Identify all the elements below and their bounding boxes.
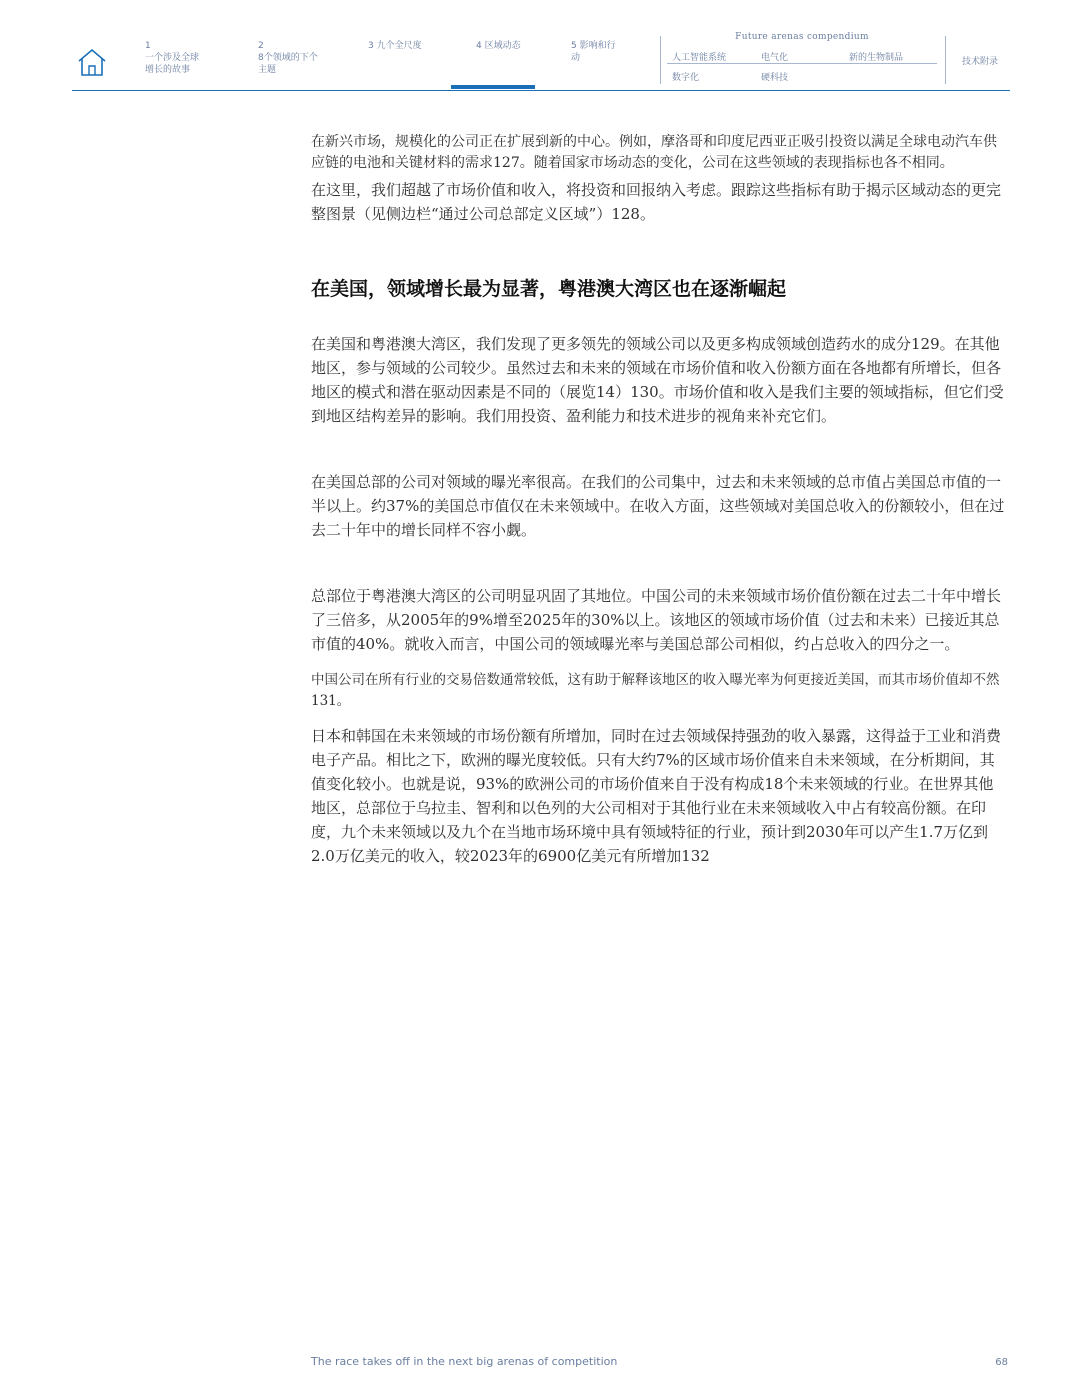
paragraph: 中国公司在所有行业的交易倍数通常较低，这有助于解释该地区的收入曝光率为何更接近美国，而其市场价值却不然131。	[311, 672, 1000, 709]
top-navigation	[72, 30, 1010, 91]
compendium-menu	[667, 32, 937, 82]
paragraph: 日本和韩国在未来领域的市场份额有所增加，同时在过去领域保持强劲的收入暴露，这得益于工业和消费电子产品。相比之下，欧洲的曝光度较低。只有大约7%的区域市场价值来自未来领域，在分析期间，其值变化较小。也就是说，93%的欧洲公司的市场价值来自于没有构成18个未来领域的行业。在世界其他地区，总部位于乌拉圭、智利和以色列的大公司相对于其他行业在未来领域收入中占有较高份额。在印度，九个未来领域以及九个在当地市场环境中具有领域特征的行业，预计到2030年可以产生1.7万亿到2.0万亿美元的收入，较2023年的6900亿美元有所增加132	[311, 727, 1002, 865]
nav-item-1[interactable]: 1 一个涉及全球增长的故事	[145, 41, 200, 75]
nav-item-appendix[interactable]: 技术附录	[962, 57, 999, 67]
footer-title: The race takes off in the next big arenas of competition	[311, 1355, 618, 1368]
paragraph: 在新兴市场，规模化的公司正在扩展到新的中心。例如，摩洛哥和印度尼西亚正吸引投资以满足全球电动汽车供应链的电池和关键材料的需求127。随着国家市场动态的变化，公司在这些领域的表现指标也各不相同。	[311, 134, 997, 171]
nav-item-3[interactable]: 3 九个全尺度	[368, 41, 422, 51]
compendium-item-digital[interactable]: 数字化	[672, 73, 700, 83]
page-number: 68	[995, 1357, 1008, 1368]
active-tab-indicator	[451, 85, 535, 89]
compendium-item-electrification[interactable]: 电气化	[761, 53, 789, 63]
compendium-item-biologics[interactable]: 新的生物制品	[849, 53, 904, 63]
home-icon[interactable]	[76, 46, 108, 78]
paragraph: 在美国总部的公司对领域的曝光率很高。在我们的公司集中，过去和未来领域的总市值占美国总市值的一半以上。约37%的美国总市值仅在未来领域中。在收入方面，这些领域对美国总收入的份额较小，但在过去二十年中的增长同样不容小觑。	[311, 473, 1005, 539]
article-body	[311, 132, 1006, 868]
paragraph: 总部位于粤港澳大湾区的公司明显巩固了其地位。中国公司的未来领域市场价值份额在过去二十年中增长了三倍多，从2005年的9%增至2025年的30%以上。该地区的领域市场价值（过去和未来）已接近其总市值的40%。就收入而言，中国公司的领域曝光率与美国总部公司相似，约占总收入的四分之一。	[311, 587, 1002, 653]
compendium-title: Future arenas compendium	[735, 32, 869, 42]
nav-item-2[interactable]: 2 8个领域的下个主题	[258, 41, 318, 75]
nav-divider	[660, 36, 661, 84]
compendium-divider	[667, 63, 937, 64]
nav-item-5[interactable]: 5 影响和行动	[571, 41, 616, 63]
paragraph: 在美国和粤港澳大湾区，我们发现了更多领先的领域公司以及更多构成领域创造药水的成分129。在其他地区，参与领域的公司较少。虽然过去和未来的领域在市场价值和收入份额方面在各地都有所增长，但各地区的模式和潜在驱动因素是不同的（展览14）130。市场价值和收入是我们主要的领域指标，但它们受到地区结构差异的影响。我们用投资、盈利能力和技术进步的视角来补充它们。	[311, 335, 1004, 425]
paragraph: 在这里，我们超越了市场价值和收入，将投资和回报纳入考虑。跟踪这些指标有助于揭示区域动态的更完整图景（见侧边栏“通过公司总部定义区域”）128。	[311, 181, 1002, 223]
nav-item-4[interactable]: 4 区域动态	[476, 41, 521, 51]
section-heading: 在美国，领域增长最为显著，粤港澳大湾区也在逐渐崛起	[311, 278, 787, 300]
compendium-item-ai[interactable]: 人工智能系统	[672, 53, 727, 63]
compendium-grid	[667, 48, 937, 82]
nav-divider	[945, 36, 946, 84]
compendium-item-hardtech[interactable]: 硬科技	[761, 73, 789, 83]
